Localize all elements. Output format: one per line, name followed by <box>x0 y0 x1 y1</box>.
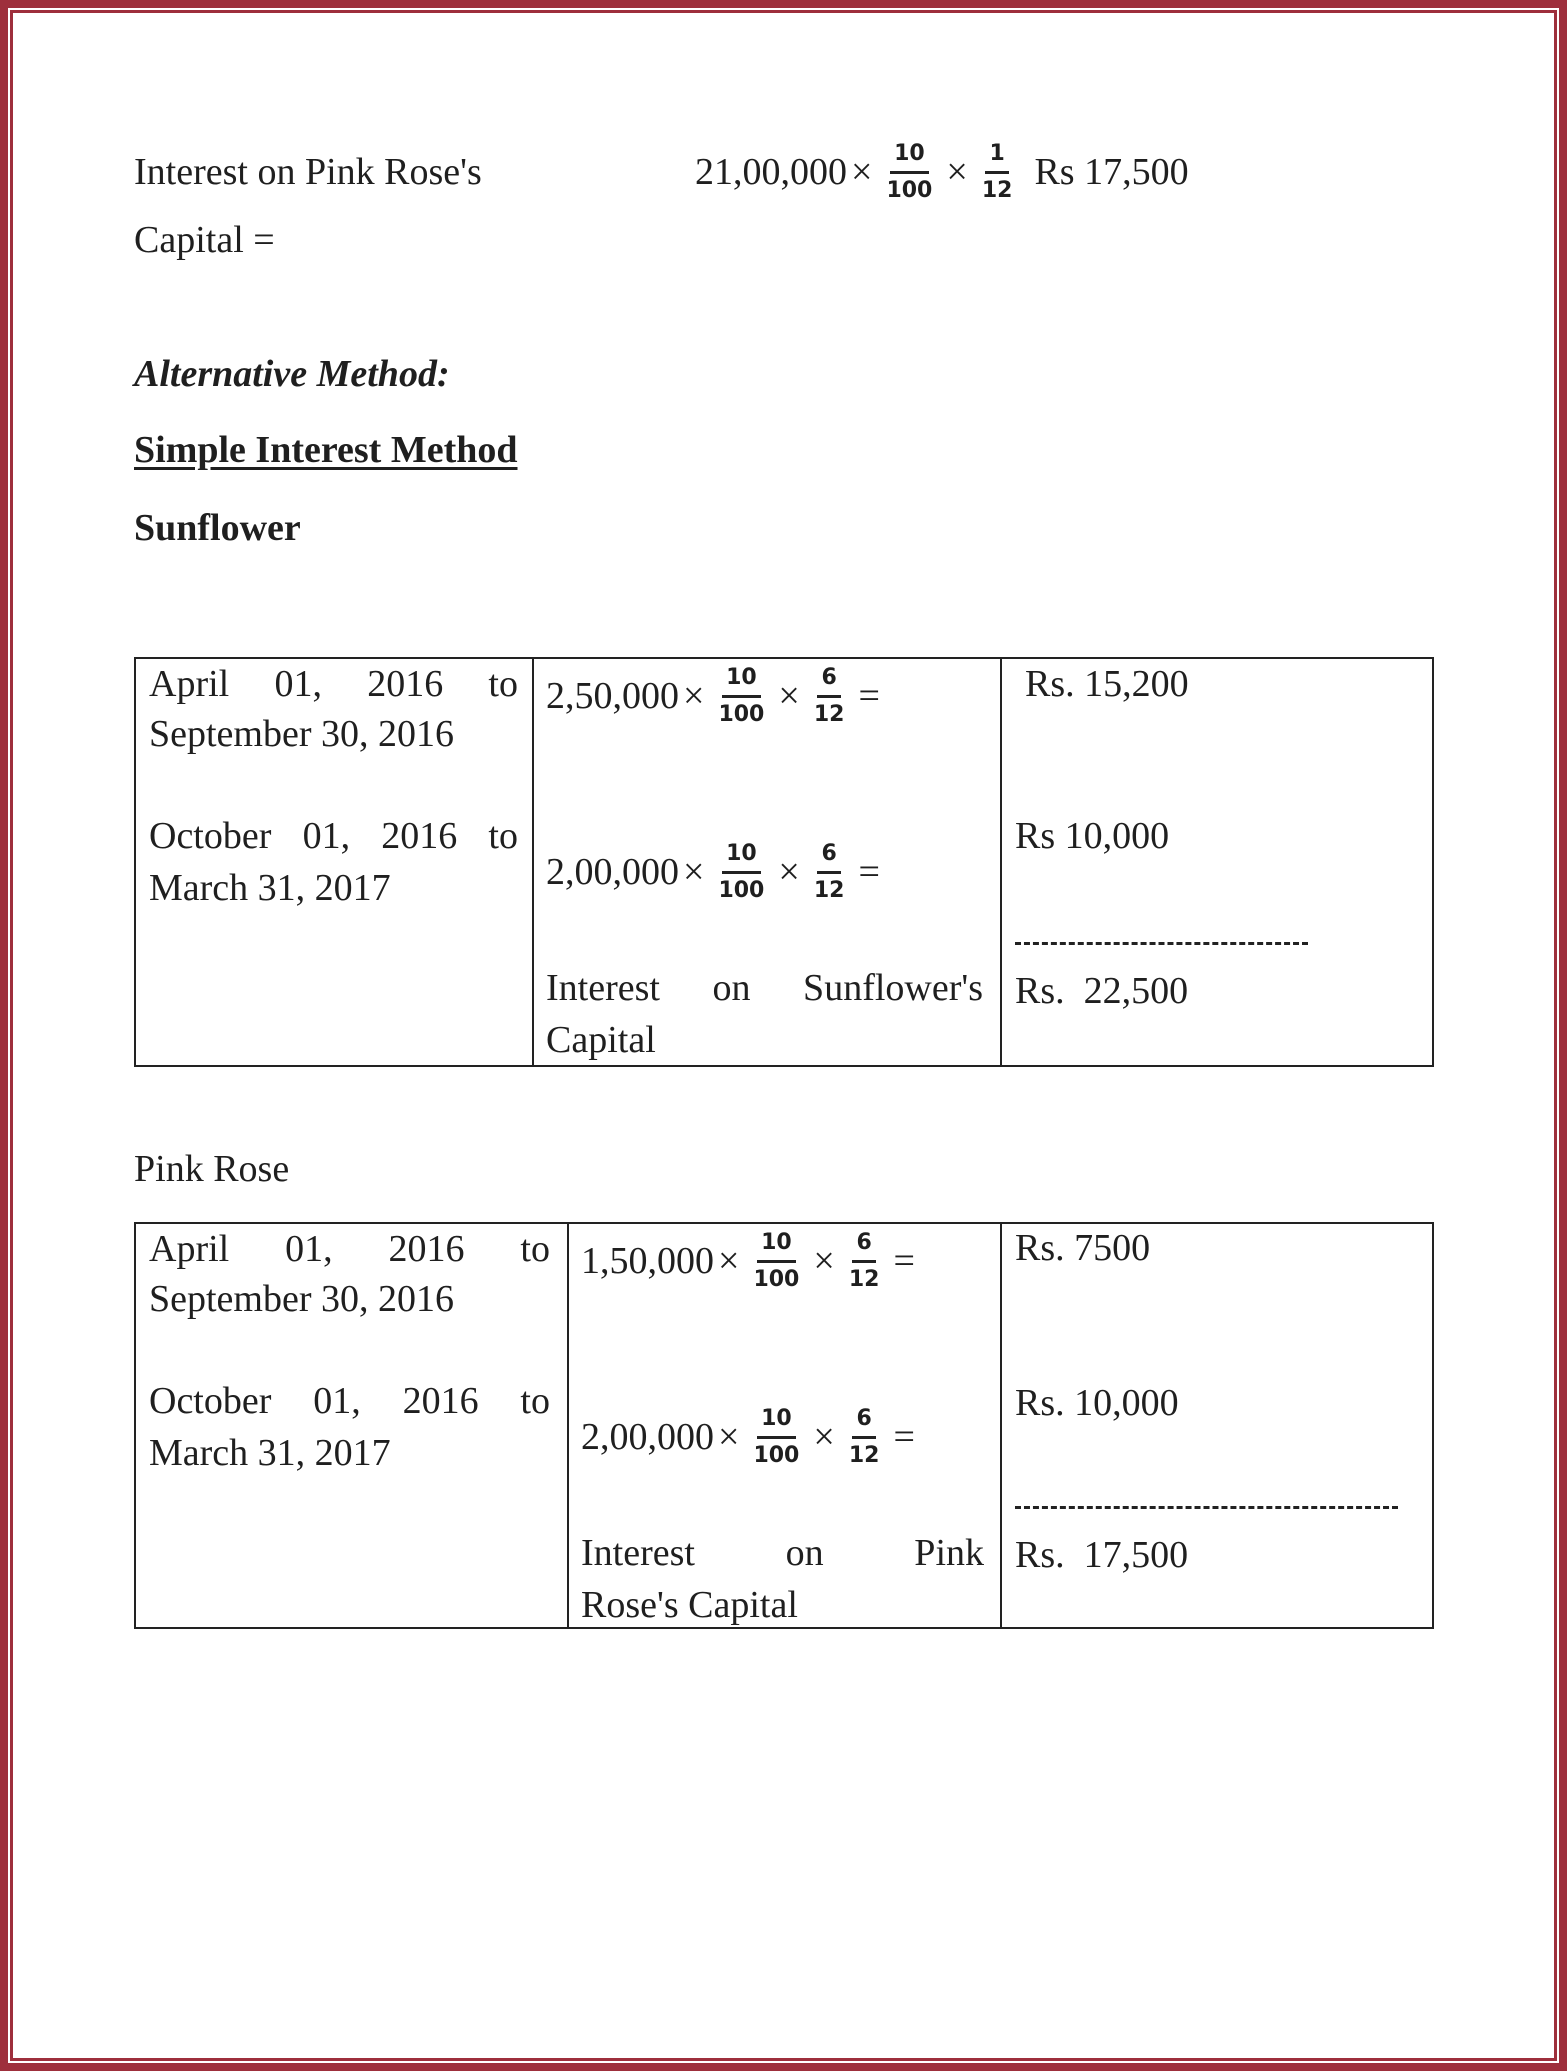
calc1-formula <box>546 652 884 740</box>
rate-fraction <box>882 140 936 205</box>
calc2-formula <box>546 828 884 916</box>
principal: 2,00,000 <box>546 851 679 893</box>
period2-line2: March 31, 2017 <box>149 1432 391 1474</box>
amount2: Rs. 10,000 <box>1015 1382 1179 1424</box>
numerator: 6 <box>817 664 840 698</box>
alternative-heading: Alternative Method: <box>134 353 450 395</box>
principal: 2,00,000 <box>581 1416 714 1458</box>
numerator: 6 <box>852 1229 875 1263</box>
period1-line1: April 01, 2016 to <box>149 663 518 705</box>
total-label-line2: Rose's Capital <box>581 1584 798 1626</box>
times-sign: × <box>778 851 800 893</box>
period-fraction <box>810 840 849 905</box>
denominator: 100 <box>753 1442 800 1468</box>
amount1: Rs. 7500 <box>1015 1227 1151 1269</box>
period2-line1: October 01, 2016 to <box>149 1380 550 1422</box>
rate-fraction <box>714 664 768 729</box>
header-formula <box>695 128 1189 216</box>
denominator: 12 <box>813 701 845 727</box>
numerator: 1 <box>985 140 1008 174</box>
numerator: 10 <box>890 140 929 174</box>
denominator: 100 <box>886 177 933 203</box>
total-amount: Rs. 17,500 <box>1015 1534 1189 1576</box>
total-label-line1: Interest on Sunflower's <box>546 967 983 1009</box>
equals-sign: = <box>858 851 880 893</box>
pink-rose-heading: Pink Rose <box>134 1148 290 1190</box>
period-fraction <box>810 664 849 729</box>
numerator: 10 <box>757 1405 796 1439</box>
times-sign: × <box>851 151 873 193</box>
times-sign: × <box>778 675 800 717</box>
method-heading: Simple Interest Method <box>134 429 518 471</box>
period1-line1: April 01, 2016 to <box>149 1228 550 1270</box>
period-fraction <box>978 140 1017 205</box>
times-sign: × <box>813 1240 835 1282</box>
sum-divider <box>1015 1506 1398 1509</box>
numerator: 6 <box>852 1405 875 1439</box>
total-label-line1: Interest on Pink <box>581 1532 984 1574</box>
times-sign: × <box>718 1240 740 1282</box>
period2-line1: October 01, 2016 to <box>149 815 518 857</box>
amount2: Rs 10,000 <box>1015 815 1170 857</box>
denominator: 12 <box>848 1266 880 1292</box>
principal: 1,50,000 <box>581 1240 714 1282</box>
interest-label-line1: Interest on Pink Rose's <box>134 151 482 193</box>
calc2-formula <box>581 1393 919 1481</box>
total-amount: Rs. 22,500 <box>1015 970 1189 1012</box>
denominator: 12 <box>813 877 845 903</box>
numerator: 6 <box>817 840 840 874</box>
amount1: Rs. 15,200 <box>1025 663 1189 705</box>
period1-line2: September 30, 2016 <box>149 713 455 755</box>
rate-fraction <box>714 840 768 905</box>
result: Rs 17,500 <box>1034 151 1189 193</box>
period-fraction <box>845 1405 884 1470</box>
sum-divider <box>1015 942 1308 945</box>
denominator: 100 <box>718 701 765 727</box>
denominator: 100 <box>753 1266 800 1292</box>
rate-fraction <box>749 1229 803 1294</box>
period-fraction <box>845 1229 884 1294</box>
interest-label-line2: Capital = <box>134 219 275 261</box>
period1-line2: September 30, 2016 <box>149 1278 455 1320</box>
times-sign: × <box>683 851 705 893</box>
principal: 2,50,000 <box>546 675 679 717</box>
equals-sign: = <box>858 675 880 717</box>
numerator: 10 <box>722 840 761 874</box>
calc1-formula <box>581 1217 919 1305</box>
times-sign: × <box>946 151 968 193</box>
denominator: 12 <box>848 1442 880 1468</box>
equals-sign: = <box>893 1240 915 1282</box>
denominator: 100 <box>718 877 765 903</box>
rate-fraction <box>749 1405 803 1470</box>
total-label-line2: Capital <box>546 1019 656 1061</box>
period2-line2: March 31, 2017 <box>149 867 391 909</box>
numerator: 10 <box>722 664 761 698</box>
principal: 21,00,000 <box>695 151 847 193</box>
equals-sign: = <box>893 1416 915 1458</box>
times-sign: × <box>718 1416 740 1458</box>
sunflower-heading: Sunflower <box>134 507 301 549</box>
times-sign: × <box>683 675 705 717</box>
numerator: 10 <box>757 1229 796 1263</box>
denominator: 12 <box>981 177 1013 203</box>
times-sign: × <box>813 1416 835 1458</box>
